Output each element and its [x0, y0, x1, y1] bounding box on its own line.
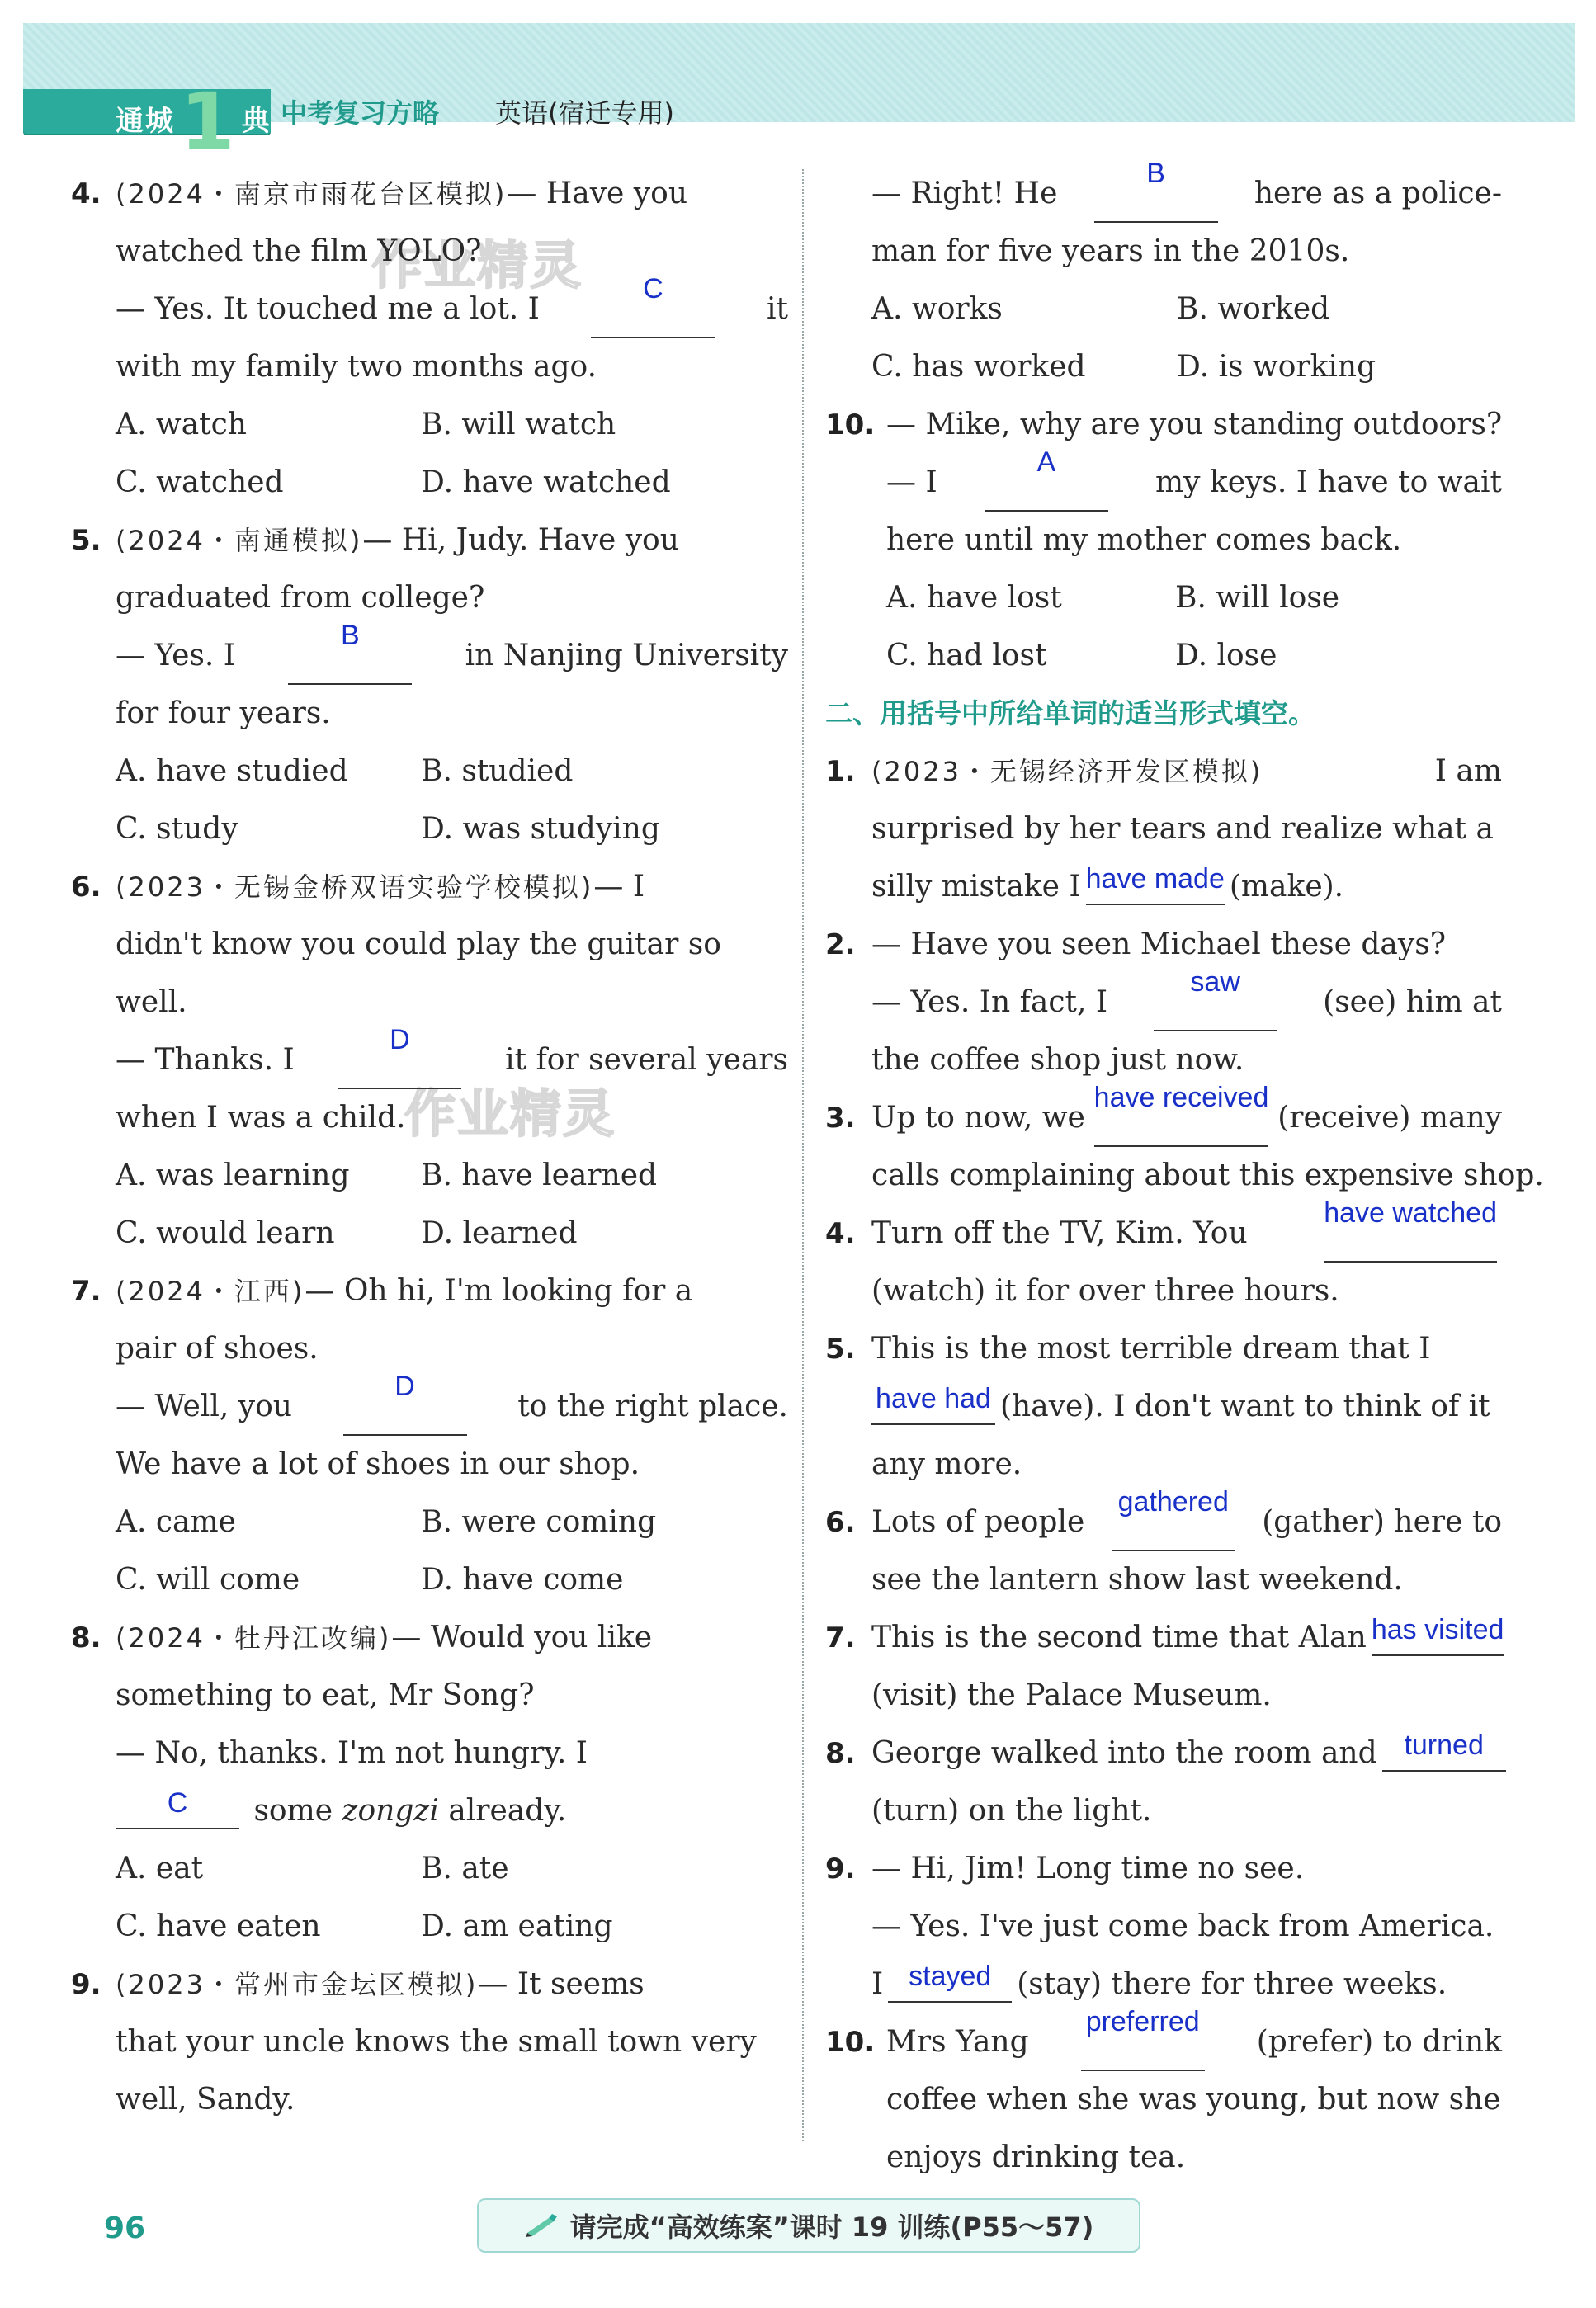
- pen-icon: [524, 2213, 560, 2238]
- question-line: when I was a child.: [116, 1101, 406, 1135]
- answer-text: have received: [1093, 1082, 1269, 1113]
- question-line: — Yes. I've just come back from America.: [871, 1909, 1494, 1943]
- fill-question-2: 2. — Have you seen Michael these days?: [825, 927, 1446, 961]
- question-line: — I A my keys. I have to wait: [825, 454, 1502, 512]
- left-column: [71, 165, 788, 2129]
- answer-text: C: [167, 1787, 188, 1819]
- question-4: 4. (2024・南京市雨花台区模拟)— Have you: [71, 177, 688, 210]
- question-line: silly mistake I have made (make).: [871, 863, 1344, 904]
- option: A. works: [871, 292, 1003, 326]
- question-8: 8. (2024・牡丹江改编)— Would you like: [71, 1621, 653, 1654]
- question-line: (visit) the Palace Museum.: [871, 1678, 1272, 1712]
- answer-blank[interactable]: [1382, 1730, 1506, 1772]
- answer-text: have watched: [1324, 1197, 1497, 1229]
- right-column: [825, 158, 1544, 2187]
- watermark: 作业精灵: [371, 235, 583, 295]
- question-line: graduated from college?: [116, 581, 485, 615]
- question-line: any more.: [871, 1447, 1022, 1481]
- options-row: [116, 396, 788, 454]
- question-line: I stayed (stay) there for three weeks.: [871, 1961, 1447, 2001]
- answer-blank[interactable]: [1081, 2006, 1205, 2071]
- question-line: something to eat, Mr Song?: [116, 1678, 535, 1712]
- options-row: [116, 454, 788, 512]
- question-line: — Yes. It touched me a lot. I C it: [116, 281, 788, 338]
- question-line: — Thanks. I D it for several years: [116, 1031, 788, 1089]
- options-row: [116, 1551, 788, 1609]
- question-line: pair of shoes.: [116, 1332, 319, 1366]
- question-line: — Right! He B here as a police-: [825, 165, 1502, 223]
- option: B. ate: [421, 1852, 509, 1886]
- answer-blank[interactable]: [1093, 1082, 1269, 1147]
- question-line: coffee when she was young, but now she: [886, 2083, 1501, 2117]
- question-7: 7. (2024・江西)— Oh hi, I'm looking for a: [71, 1274, 693, 1308]
- answer-blank[interactable]: [1371, 1614, 1504, 1656]
- question-line: well, Sandy.: [116, 2083, 295, 2117]
- fill-question-10: 10. Mrs Yang preferred (prefer) to drink: [825, 2013, 1502, 2071]
- answer-blank[interactable]: [288, 620, 412, 685]
- answer-text: D: [390, 1024, 410, 1055]
- watermark: 作业精灵: [404, 1083, 616, 1144]
- question-line: C some zongzi already.: [116, 1782, 788, 1840]
- answer-blank[interactable]: [343, 1371, 467, 1436]
- fill-question-8: 8. George walked into the room and turned: [825, 1725, 1502, 1782]
- option: A. eat: [116, 1852, 204, 1886]
- answer-blank[interactable]: [1324, 1197, 1497, 1263]
- question-10: 10. — Mike, why are you standing outdoors?: [825, 408, 1503, 441]
- option: C. will come: [116, 1563, 300, 1597]
- answer-text: stayed: [909, 1961, 992, 1992]
- question-line: didn't know you could play the guitar so: [116, 927, 721, 961]
- option: D. have come: [421, 1563, 624, 1597]
- option: B. studied: [421, 754, 574, 788]
- answer-text: turned: [1404, 1730, 1484, 1761]
- question-line: with my family two months ago.: [116, 350, 597, 384]
- footer-text: 请完成“高效练案”课时 19 训练(P55～57): [569, 2211, 1094, 2243]
- question-line: that your uncle knows the small town very: [116, 2025, 757, 2059]
- answer-text: have had: [876, 1383, 991, 1414]
- fill-question-9: 9. — Hi, Jim! Long time no see.: [825, 1852, 1305, 1886]
- page-number: 96: [104, 2211, 146, 2245]
- answer-blank[interactable]: [116, 1787, 239, 1829]
- answer-text: B: [340, 620, 360, 651]
- option: B. will lose: [1175, 581, 1340, 615]
- fill-question-3: 3. Up to now, we have received (receive) many: [825, 1089, 1502, 1147]
- option: A. have lost: [886, 581, 1062, 615]
- question-line: here until my mother comes back.: [886, 523, 1402, 557]
- column-divider: [802, 169, 804, 2141]
- fill-question-6: 6. Lots of people gathered (gather) here to: [825, 1494, 1502, 1551]
- options-row: [825, 338, 1502, 396]
- option: C. watched: [116, 465, 284, 499]
- question-line: the coffee shop just now.: [871, 1043, 1244, 1077]
- option: D. lose: [1175, 639, 1277, 673]
- answer-blank[interactable]: [1112, 1486, 1235, 1551]
- option: C. had lost: [886, 639, 1047, 673]
- fill-question-7: 7. This is the second time that Alan has visited: [825, 1614, 1504, 1654]
- options-row: [825, 281, 1502, 338]
- answer-text: saw: [1190, 966, 1240, 998]
- answer-text: D: [394, 1371, 415, 1402]
- option: B. worked: [1177, 292, 1330, 326]
- question-line: — No, thanks. I'm not hungry. I: [116, 1736, 588, 1770]
- option: B. will watch: [421, 408, 616, 441]
- answer-blank[interactable]: [338, 1024, 461, 1089]
- options-row: [116, 1898, 788, 1956]
- answer-blank[interactable]: [591, 273, 715, 338]
- question-line: well.: [116, 985, 187, 1019]
- option: D. learned: [421, 1216, 578, 1250]
- answer-text: gathered: [1117, 1486, 1229, 1517]
- answer-text: C: [643, 273, 663, 304]
- question-line: calls complaining about this expensive shop.: [871, 1159, 1544, 1192]
- question-line: — Yes. I B in Nanjing University: [116, 627, 788, 685]
- option: C. would learn: [116, 1216, 335, 1250]
- option: A. came: [116, 1505, 236, 1539]
- question-9: 9. (2023・常州市金坛区模拟)— It seems: [71, 1967, 645, 2001]
- answer-text: has visited: [1371, 1614, 1504, 1645]
- option: C. has worked: [871, 350, 1086, 384]
- option: B. were coming: [421, 1505, 657, 1539]
- question-line: man for five years in the 2010s.: [871, 234, 1350, 268]
- question-line: (turn) on the light.: [871, 1794, 1152, 1828]
- question-line: — Well, you D to the right place.: [116, 1378, 788, 1436]
- section-title: 二、用括号中所给单词的适当形式填空。: [825, 697, 1315, 729]
- question-line: We have a lot of shoes in our shop.: [116, 1447, 640, 1481]
- option: D. have watched: [421, 465, 671, 499]
- option: A. was learning: [116, 1159, 350, 1192]
- brand-logo: 通城1 典: [116, 76, 272, 168]
- answer-text: preferred: [1085, 2006, 1200, 2037]
- options-row: [116, 800, 788, 858]
- answer-blank[interactable]: [871, 1383, 995, 1425]
- option: B. have learned: [421, 1159, 658, 1192]
- answer-blank[interactable]: [985, 446, 1108, 512]
- question-line: enjoys drinking tea.: [886, 2140, 1186, 2174]
- fill-question-5: 5. This is the most terrible dream that I: [825, 1332, 1431, 1366]
- options-row: [116, 1494, 788, 1551]
- answer-text: A: [1036, 446, 1056, 478]
- question-line: surprised by her tears and realize what a: [871, 812, 1494, 846]
- options-row: [116, 1205, 788, 1263]
- fill-question-4: 4. Turn off the TV, Kim. You have watched: [825, 1205, 1502, 1263]
- question-line: — Yes. In fact, I saw (see) him at: [825, 974, 1502, 1031]
- question-6: 6. (2023・无锡金桥双语实验学校模拟)— I: [71, 870, 645, 904]
- fill-question-1: 1. (2023・无锡经济开发区模拟) I am: [825, 754, 1502, 788]
- question-line: see the lantern show last weekend.: [871, 1563, 1403, 1597]
- option: A. watch: [116, 408, 247, 441]
- footer-note: [477, 2198, 1140, 2253]
- question-line: watched the film YOLO?: [116, 234, 482, 268]
- question-5: 5. (2024・南通模拟)— Hi, Judy. Have you: [71, 523, 679, 557]
- option: D. is working: [1177, 350, 1376, 384]
- question-line: for four years.: [116, 696, 331, 730]
- answer-blank[interactable]: [1085, 863, 1225, 905]
- options-row: [116, 743, 788, 800]
- options-row: [825, 627, 1502, 685]
- options-row: [825, 569, 1502, 627]
- option: C. study: [116, 812, 238, 846]
- option: D. am eating: [421, 1909, 613, 1943]
- option: D. was studying: [421, 812, 660, 846]
- question-line: (watch) it for over three hours.: [871, 1274, 1339, 1308]
- header-subject: 英语(宿迁专用): [495, 97, 674, 129]
- answer-blank[interactable]: [1094, 158, 1218, 223]
- options-row: [116, 1840, 788, 1898]
- answer-text: have made: [1085, 863, 1225, 894]
- header-subtitle: 中考复习方略: [281, 97, 440, 129]
- question-line: have had (have). I don't want to think of it: [825, 1378, 1502, 1436]
- option: A. have studied: [116, 754, 348, 788]
- answer-text: B: [1146, 158, 1165, 189]
- options-row: [116, 1147, 788, 1205]
- answer-blank[interactable]: [888, 1961, 1012, 2003]
- answer-blank[interactable]: [1154, 966, 1277, 1031]
- option: C. have eaten: [116, 1909, 321, 1943]
